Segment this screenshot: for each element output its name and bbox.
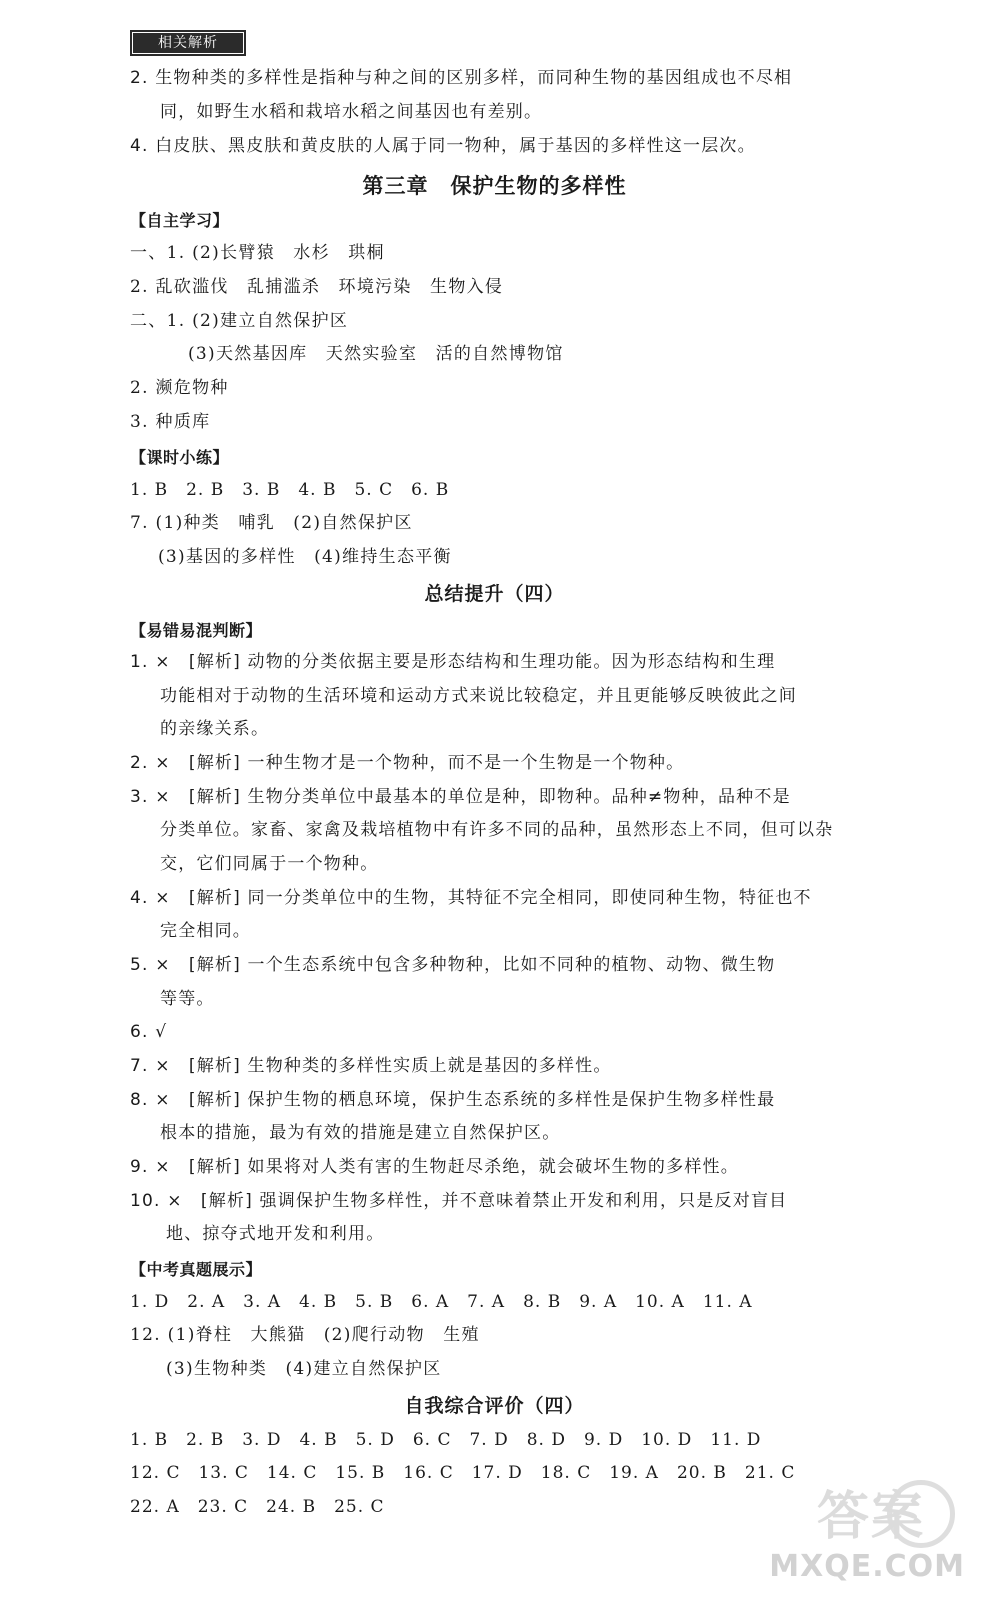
- judgement-line: 功能相对于动物的生活环境和运动方式来说比较稳定，并且更能够反映彼此之间: [160, 686, 797, 706]
- chapter-title: 第三章 保护生物的多样性: [362, 174, 627, 198]
- judgement-line: 2. × [解析] 一种生物才是一个物种，而不是一个生物是一个物种。: [130, 753, 685, 773]
- answer-line: 1. B 2. B 3. B 4. B 5. C 6. B: [130, 480, 450, 500]
- answer-line: (3)生物种类 (4)建立自然保护区: [166, 1359, 442, 1379]
- answer-line: 12. (1)脊柱 大熊猫 (2)爬行动物 生殖: [130, 1325, 480, 1345]
- answer-line: 二、1. (2)建立自然保护区: [130, 311, 349, 331]
- answer-line: 12. C 13. C 14. C 15. B 16. C 17. D 18. C 19. A 20. B 21. C: [130, 1463, 796, 1483]
- answer-line: 1. D 2. A 3. A 4. B 5. B 6. A 7. A 8. B 9. A 10. A 11. A: [130, 1292, 753, 1312]
- answer-line: 3. 种质库: [130, 412, 211, 432]
- judgement-line: 6. √: [130, 1022, 168, 1042]
- answer-line: 7. (1)种类 哺乳 (2)自然保护区: [130, 513, 413, 533]
- answer-line: 1. B 2. B 3. D 4. B 5. D 6. C 7. D 8. D 9. D 10. D 11. D: [130, 1430, 762, 1450]
- judgement-line: 8. × [解析] 保护生物的栖息环境，保护生态系统的多样性是保护生物多样性最: [130, 1090, 776, 1110]
- intro-line: 4. 白皮肤、黑皮肤和黄皮肤的人属于同一物种，属于基因的多样性这一层次。: [130, 136, 756, 156]
- judgement-line: 完全相同。: [160, 921, 251, 941]
- answer-line: 2. 乱砍滥伐 乱捕滥杀 环境污染 生物入侵: [130, 277, 504, 297]
- summary-title: 总结提升（四）: [424, 583, 565, 605]
- intro-line: 同，如野生水稻和栽培水稻之间基因也有差别。: [160, 102, 543, 122]
- judgement-line: 交，它们同属于一个物种。: [160, 854, 379, 874]
- section-heading-zhongkao: 【中考真题展示】: [130, 1260, 263, 1279]
- judgement-line: 1. × [解析] 动物的分类依据主要是形态结构和生理功能。因为形态结构和生理: [130, 652, 776, 672]
- judgement-line: 根本的措施，最为有效的措施是建立自然保护区。: [160, 1123, 561, 1143]
- watermark-logo: [715, 1474, 965, 1584]
- answer-line: (3)天然基因库 天然实验室 活的自然博物馆: [188, 344, 564, 364]
- self-eval-title: 自我综合评价（四）: [404, 1395, 585, 1417]
- watermark-url: MXQE.COM: [769, 1549, 965, 1584]
- section-heading-zizhu: 【自主学习】: [130, 211, 230, 230]
- judgement-line: 3. × [解析] 生物分类单位中最基本的单位是种，即物种。品种≠物种，品种不是: [130, 787, 791, 807]
- judgement-line: 4. × [解析] 同一分类单位中的生物，其特征不完全相同，即使同种生物，特征也不: [130, 888, 812, 908]
- judgement-line: 7. × [解析] 生物种类的多样性实质上就是基因的多样性。: [130, 1056, 612, 1076]
- watermark-logo-text: 答案: [816, 1487, 925, 1547]
- judgement-line: 等等。: [160, 989, 215, 1009]
- intro-line: 2. 生物种类的多样性是指种与种之间的区别多样，而同种生物的基因组成也不尽相: [130, 68, 793, 88]
- judgement-line: 9. × [解析] 如果将对人类有害的生物赶尽杀绝，就会破坏生物的多样性。: [130, 1157, 739, 1177]
- answer-line: (3)基因的多样性 (4)维持生态平衡: [158, 547, 452, 567]
- answer-line: 22. A 23. C 24. B 25. C: [130, 1497, 385, 1517]
- judgement-line: 10. × [解析] 强调保护生物多样性，并不意味着禁止开发和利用，只是反对盲目: [130, 1191, 788, 1211]
- section-heading-keshi: 【课时小练】: [130, 448, 230, 467]
- section-tag: 相关解析: [130, 30, 246, 56]
- judgement-line: 的亲缘关系。: [160, 719, 270, 739]
- answer-line: 2. 濒危物种: [130, 378, 229, 398]
- section-heading-yicuo: 【易错易混判断】: [130, 621, 263, 640]
- judgement-line: 地、掠夺式地开发和利用。: [166, 1224, 385, 1244]
- answer-line: 一、1. (2)长臂猿 水杉 珙桐: [130, 243, 385, 263]
- judgement-line: 分类单位。家畜、家禽及栽培植物中有许多不同的品种，虽然形态上不同，但可以杂: [160, 820, 834, 840]
- judgement-line: 5. × [解析] 一个生态系统中包含多种物种，比如不同种的植物、动物、微生物: [130, 955, 776, 975]
